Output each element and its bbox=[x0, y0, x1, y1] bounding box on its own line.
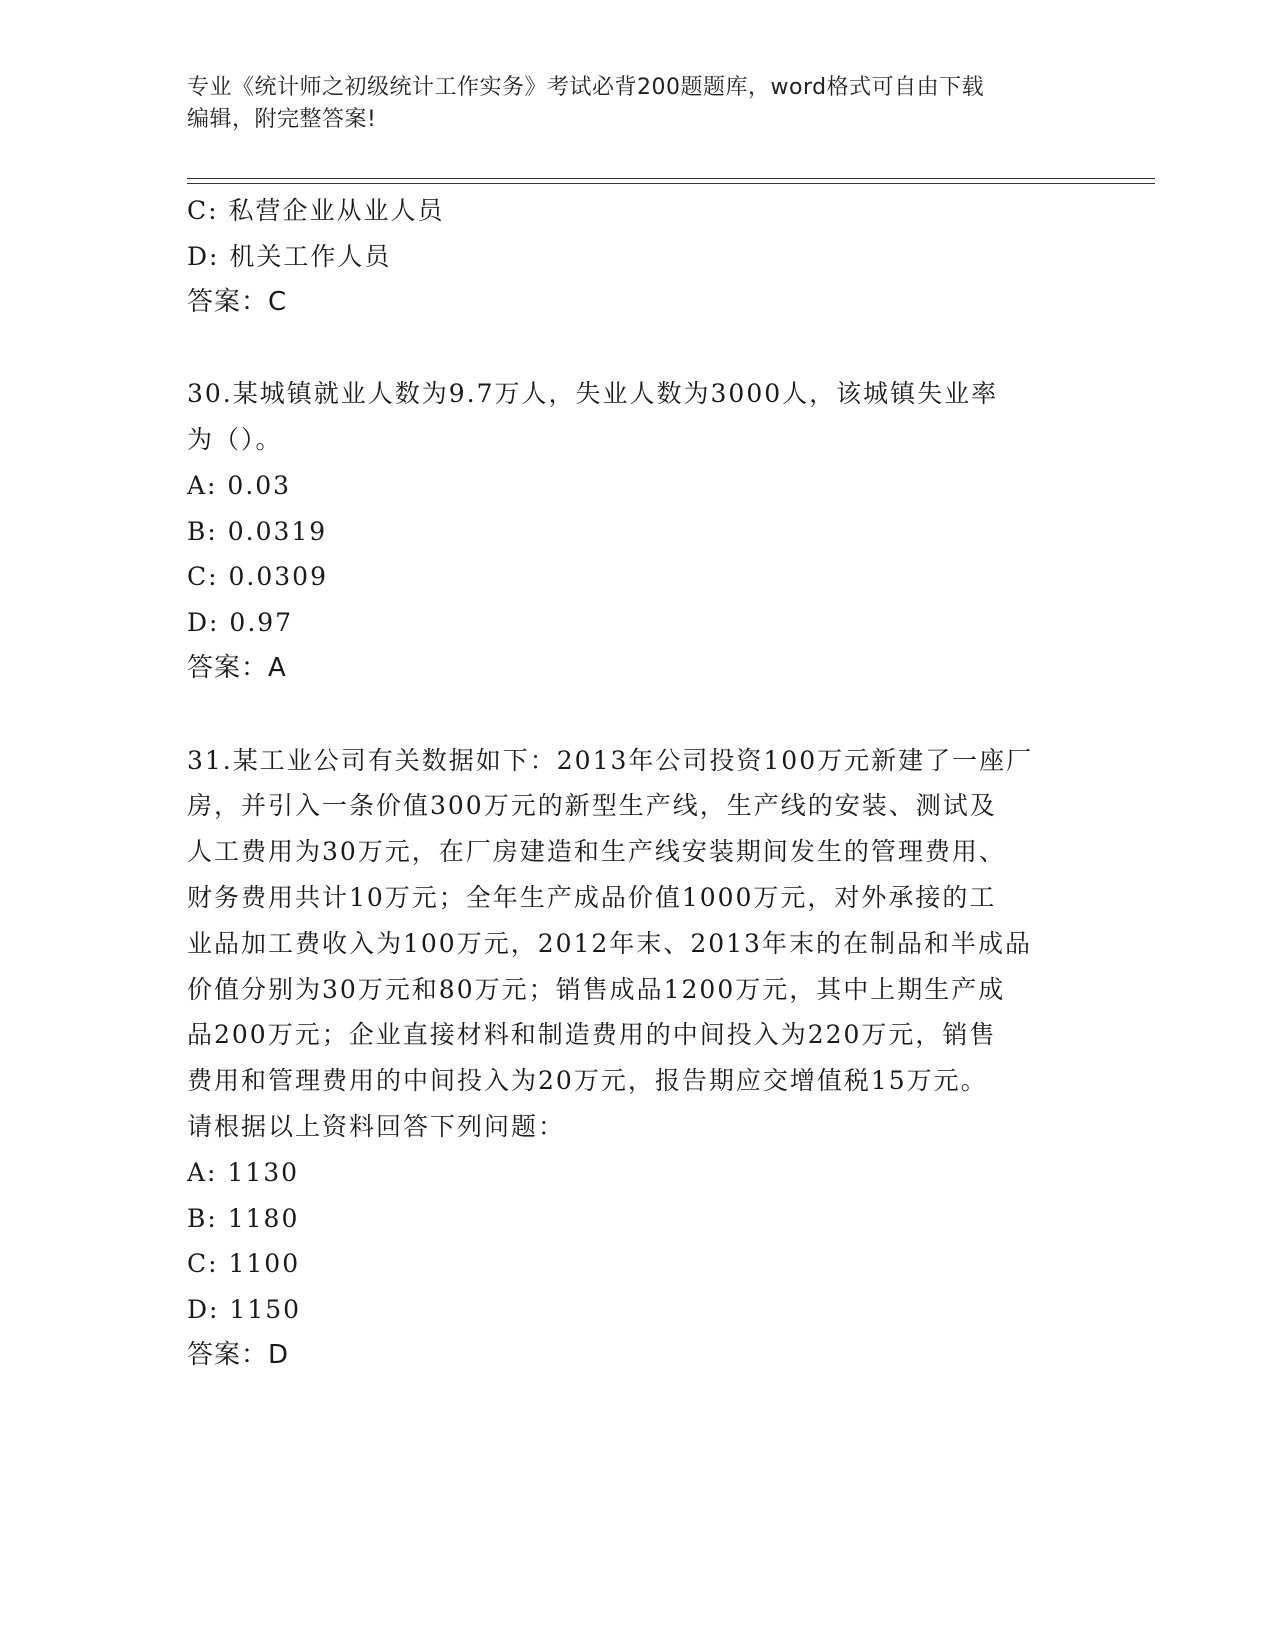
question-stem-line: 品200万元；企业直接材料和制造费用的中间投入为220万元，销售 bbox=[187, 1020, 997, 1050]
document-body bbox=[187, 188, 1087, 1379]
option-d: D: 1150 bbox=[187, 1295, 302, 1325]
option-b: B: 1180 bbox=[187, 1203, 300, 1233]
question-stem-line: 费用和管理费用的中间投入为20万元，报告期应交增值税15万元。 bbox=[187, 1066, 988, 1096]
header-divider-top bbox=[187, 178, 1155, 179]
option-c: C: 私营企业从业人员 bbox=[187, 196, 445, 225]
question-31 bbox=[187, 738, 1087, 1379]
question-stem-line: 房，并引入一条价值300万元的新型生产线，生产线的安装、测试及 bbox=[187, 791, 997, 821]
question-stem-line: 31.某工业公司有关数据如下：2013年公司投资100万元新建了一座厂 bbox=[187, 745, 1034, 775]
question-stem-line: 业品加工费收入为100万元，2012年末、2013年末的在制品和半成品 bbox=[187, 928, 1032, 958]
header-divider-bottom bbox=[187, 183, 1155, 184]
answer: 答案：D bbox=[187, 1339, 290, 1370]
question-stem-line: 人工费用为30万元，在厂房建造和生产线安装期间发生的管理费用、 bbox=[187, 837, 1006, 867]
option-d: D: 机关工作人员 bbox=[187, 241, 392, 271]
header-line-1: 专业《统计师之初级统计工作实务》考试必背200题题库，word格式可自由下载 bbox=[187, 75, 985, 100]
question-stem-line: 财务费用共计10万元；全年生产成品价值1000万元，对外承接的工 bbox=[187, 882, 997, 912]
document-header bbox=[187, 72, 1077, 136]
question-stem-line: 请根据以上资料回答下列问题： bbox=[187, 1111, 566, 1141]
question-stem-line: 价值分别为30万元和80万元；销售成品1200万元，其中上期生产成 bbox=[187, 974, 1006, 1004]
option-a: A: 0.03 bbox=[187, 470, 292, 500]
answer: 答案：C bbox=[187, 286, 288, 317]
option-c: C: 0.0309 bbox=[187, 562, 328, 592]
spacer bbox=[187, 325, 1087, 371]
spacer bbox=[187, 692, 1087, 738]
option-a: A: 1130 bbox=[187, 1157, 300, 1187]
option-b: B: 0.0319 bbox=[187, 516, 328, 546]
question-stem-line: 30.某城镇就业人数为9.7万人，失业人数为3000人，该城镇失业率 bbox=[187, 379, 999, 409]
option-c: C: 1100 bbox=[187, 1249, 301, 1279]
header-line-2: 编辑，附完整答案! bbox=[187, 107, 377, 132]
option-d: D: 0.97 bbox=[187, 608, 294, 638]
answer: 答案：A bbox=[187, 652, 287, 683]
question-30 bbox=[187, 371, 1087, 692]
question-29 bbox=[187, 188, 1087, 325]
question-stem-line: 为（）。 bbox=[187, 424, 283, 454]
